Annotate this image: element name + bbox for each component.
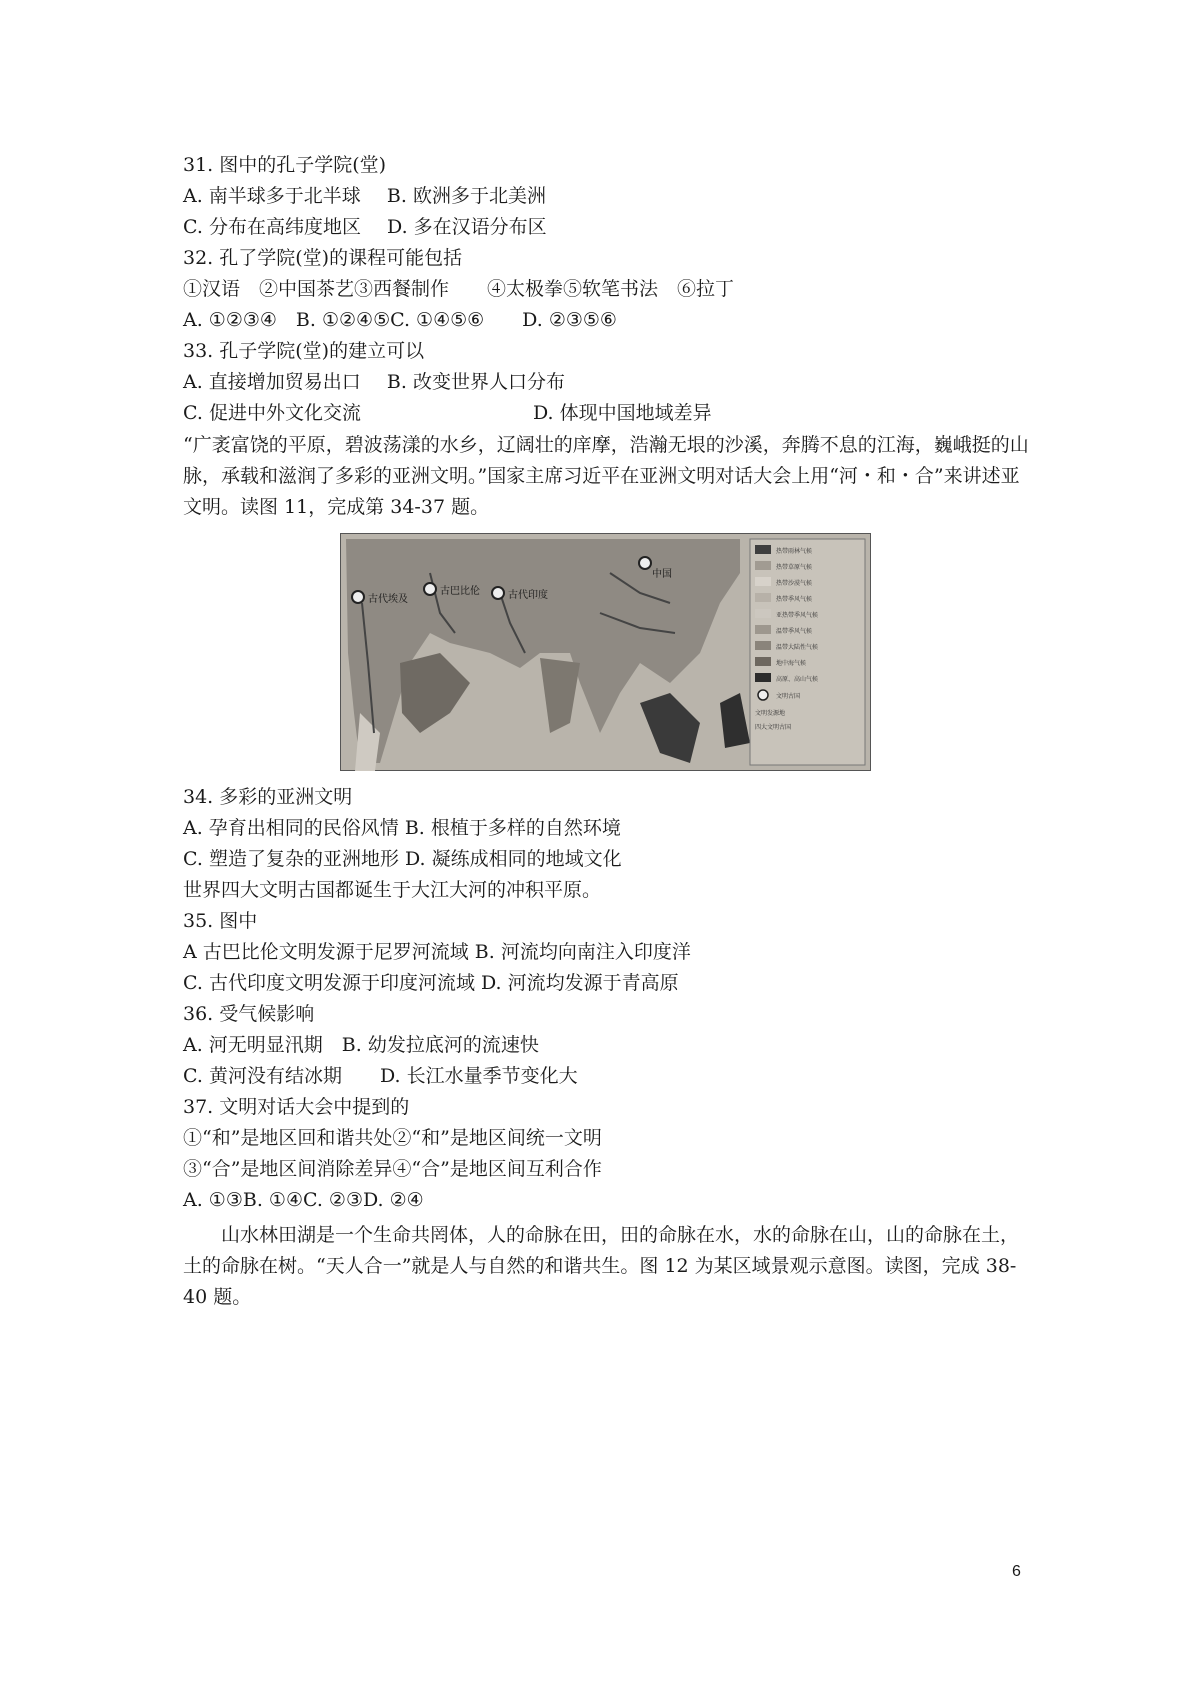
civilization-marker-india (492, 587, 504, 599)
legend-swatch-6 (755, 625, 771, 634)
legend-swatch-8 (755, 657, 771, 666)
map-label-india: 古代印度 (508, 590, 548, 601)
q36-options-ab: A. 河无明显汛期 B. 幼发拉底河的流速快 (183, 1034, 539, 1056)
civilization-marker-babylon (424, 583, 436, 595)
q35-options-cd: C. 古代印度文明发源于印度河流域 D. 河流均发源于青高原 (183, 972, 679, 994)
q33-stem: 33. 孔子学院(堂)的建立可以 (183, 340, 425, 362)
legend-label-5: 亚热带季风气候 (776, 612, 819, 619)
q33-option-b: B. 改变世界人口分布 (386, 371, 565, 393)
legend-swatch-3 (755, 577, 771, 586)
q31-option-a: A. 南半球多于北半球 (183, 185, 361, 207)
q32-items: ①汉语 ②中国茶艺③西餐制作 ④太极拳⑤软笔书法 ⑥拉丁 (183, 278, 735, 300)
q34-stem: 34. 多彩的亚洲文明 (183, 786, 353, 808)
legend-label-9: 高原、高山气候 (776, 676, 819, 683)
legend-label-6: 温带季风气候 (776, 628, 813, 635)
q33-option-c: C. 促进中外文化交流 (183, 402, 361, 424)
legend-swatch-1 (755, 545, 771, 554)
q33-options-cd (183, 401, 712, 425)
civilization-marker-egypt (352, 591, 364, 603)
q31-option-c: C. 分布在高纬度地区 (183, 216, 361, 238)
legend-marker-civilization (758, 690, 768, 700)
legend-label-7: 温带大陆性气候 (776, 644, 819, 651)
q31-option-d: D. 多在汉语分布区 (387, 216, 547, 238)
legend-label-11: 文明发源地 (755, 710, 786, 717)
legend-label-8: 地中海气候 (776, 660, 807, 667)
asia-intro-paragraph: “广袤富饶的平原，碧波荡漾的水乡，辽阔壮的庠摩，浩瀚无垠的沙溪，奔腾不息的江海，巍峨挺的山脉，承载和滋润了多彩的亚洲文明。”国家主席习近平在亚洲文明对话大会上用“河・和・合”来讲述亚文明。读图 11，完成第 34-37 题。 (183, 434, 1029, 518)
map-label-babylon: 古巴比伦 (440, 586, 480, 597)
legend-box (750, 539, 865, 765)
legend-label-10: 文明古国 (776, 693, 801, 700)
legend-label-3: 热带沙漠气候 (776, 580, 813, 587)
rivers-note: 世界四大文明古国都诞生于大江大河的冲积平原。 (183, 879, 602, 901)
legend-label-2: 热带草原气候 (776, 564, 813, 571)
q37-line2: ③“合”是地区间消除差异④“合”是地区间互利合作 (183, 1158, 602, 1180)
asia-climate-map (340, 533, 871, 771)
legend-label-4: 热带季风气候 (776, 596, 813, 603)
legend-label-1: 热带雨林气候 (776, 548, 813, 555)
q33-options-ab (183, 370, 565, 394)
legend-label-12: 四大文明古国 (755, 724, 792, 731)
q37-line1: ①“和”是地区回和谐共处②“和”是地区间统一文明 (183, 1127, 602, 1149)
q32-options: A. ①②③④ B. ①②④⑤C. ①④⑤⑥ D. ②③⑤⑥ (183, 309, 617, 331)
q34-options-ab: A. 孕育出相同的民俗风情 B. 根植于多样的自然环境 (183, 817, 621, 839)
nature-intro-paragraph: 山水林田湖是一个生命共罔体，人的命脉在田，田的命脉在水，水的命脉在山，山的命脉在土，土的命脉在树。“天人合一”就是人与自然的和谐共生。图 12 为某区域景观示意图。读图，完成 38-40 题。 (183, 1224, 1020, 1308)
q36-options-cd: C. 黄河没有结冰期 D. 长江水量季节变化大 (183, 1065, 578, 1087)
legend-swatch-9 (755, 673, 771, 682)
page-number: 6 (1012, 1563, 1021, 1580)
map-label-egypt: 古代埃及 (368, 594, 408, 605)
q34-options-cd: C. 塑造了复杂的亚洲地形 D. 凝练成相同的地域文化 (183, 848, 622, 870)
legend-swatch-2 (755, 561, 771, 570)
legend-swatch-5 (755, 609, 771, 618)
q31-options-ab (183, 184, 546, 208)
q33-option-a: A. 直接增加贸易出口 (183, 371, 361, 393)
map-label-china: 中国 (652, 569, 672, 580)
q35-stem: 35. 图中 (183, 910, 258, 932)
q31-options-cd (183, 215, 547, 239)
legend-swatch-4 (755, 593, 771, 602)
q36-stem: 36. 受气候影响 (183, 1003, 315, 1025)
q32-stem: 32. 孔了学院(堂)的课程可能包括 (183, 247, 463, 269)
legend-swatch-7 (755, 641, 771, 650)
q31-option-b: B. 欧洲多于北美洲 (386, 185, 546, 207)
q33-option-d: D. 体现中国地域差异 (533, 402, 712, 424)
q37-options: A. ①③B. ①④C. ②③D. ②④ (183, 1189, 424, 1211)
civilization-marker-china (639, 557, 651, 569)
q31-stem: 31. 图中的孔子学院(堂) (183, 154, 387, 176)
q35-options-ab: A 古巴比伦文明发源于尼罗河流域 B. 河流均向南注入印度洋 (183, 941, 691, 963)
q37-stem: 37. 文明对话大会中提到的 (183, 1096, 410, 1118)
